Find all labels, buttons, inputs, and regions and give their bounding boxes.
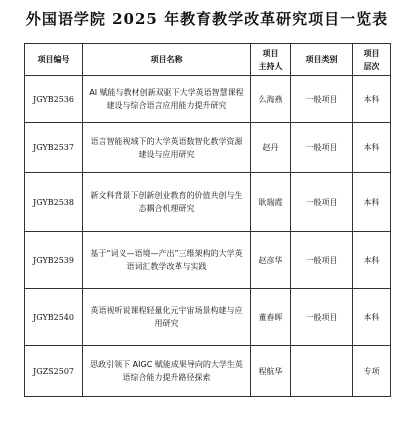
cell-name: 新文科背景下创新创业教育的价值共创与生态耦合机理研究	[83, 173, 251, 232]
cell-code: JGZS2507	[25, 346, 83, 397]
cell-level: 本科	[353, 232, 391, 289]
header-code: 项目编号	[25, 44, 83, 76]
cell-name: 基于“词义—语境—产出”三维架构的大学英语词汇教学改革与实践	[83, 232, 251, 289]
table-row	[25, 232, 391, 289]
cell-category: 一般项目	[291, 289, 353, 346]
cell-level: 本科	[353, 173, 391, 232]
cell-category: 一般项目	[291, 173, 353, 232]
cell-code: JGYB2536	[25, 76, 83, 123]
cell-code: JGYB2540	[25, 289, 83, 346]
table-row	[25, 123, 391, 173]
header-host-line2: 主持人	[258, 61, 283, 71]
project-table	[24, 43, 391, 397]
header-host	[251, 44, 291, 76]
cell-level: 专项	[353, 346, 391, 397]
header-level-line1: 项目	[363, 48, 380, 58]
page-title: 外国语学院 2025 年教育教学改革研究项目一览表	[25, 10, 389, 28]
cell-category: 一般项目	[291, 76, 353, 123]
cell-code: JGYB2538	[25, 173, 83, 232]
cell-level: 本科	[353, 289, 391, 346]
cell-name: AI 赋能与教材创新双驱下大学英语智慧课程建设与综合语言应用能力提升研究	[83, 76, 251, 123]
cell-level: 本科	[353, 76, 391, 123]
header-host-line1: 项目	[262, 48, 279, 58]
table-header-row	[25, 44, 391, 76]
cell-category: 一般项目	[291, 123, 353, 173]
cell-category	[291, 346, 353, 397]
cell-host: 赵彦华	[251, 232, 291, 289]
cell-host: 董春晖	[251, 289, 291, 346]
cell-name: 思政引领下 AIGC 赋能成果导向的大学生英语综合能力提升路径探索	[83, 346, 251, 397]
header-name: 项目名称	[83, 44, 251, 76]
header-level-line2: 层次	[363, 61, 380, 71]
cell-name: 语言智能视域下的大学英语数智化教学资源建设与应用研究	[83, 123, 251, 173]
table-row	[25, 346, 391, 397]
cell-host: 么海燕	[251, 76, 291, 123]
header-category: 项目类别	[291, 44, 353, 76]
cell-category: 一般项目	[291, 232, 353, 289]
header-level	[353, 44, 391, 76]
cell-host: 耿瑞霞	[251, 173, 291, 232]
table-row	[25, 76, 391, 123]
cell-code: JGYB2539	[25, 232, 83, 289]
cell-name: 英语视听说课程轻量化元宇宙场景构建与应用研究	[83, 289, 251, 346]
cell-host: 赵丹	[251, 123, 291, 173]
cell-level: 本科	[353, 123, 391, 173]
table-row	[25, 173, 391, 232]
table-row	[25, 289, 391, 346]
cell-host: 程航华	[251, 346, 291, 397]
cell-code: JGYB2537	[25, 123, 83, 173]
